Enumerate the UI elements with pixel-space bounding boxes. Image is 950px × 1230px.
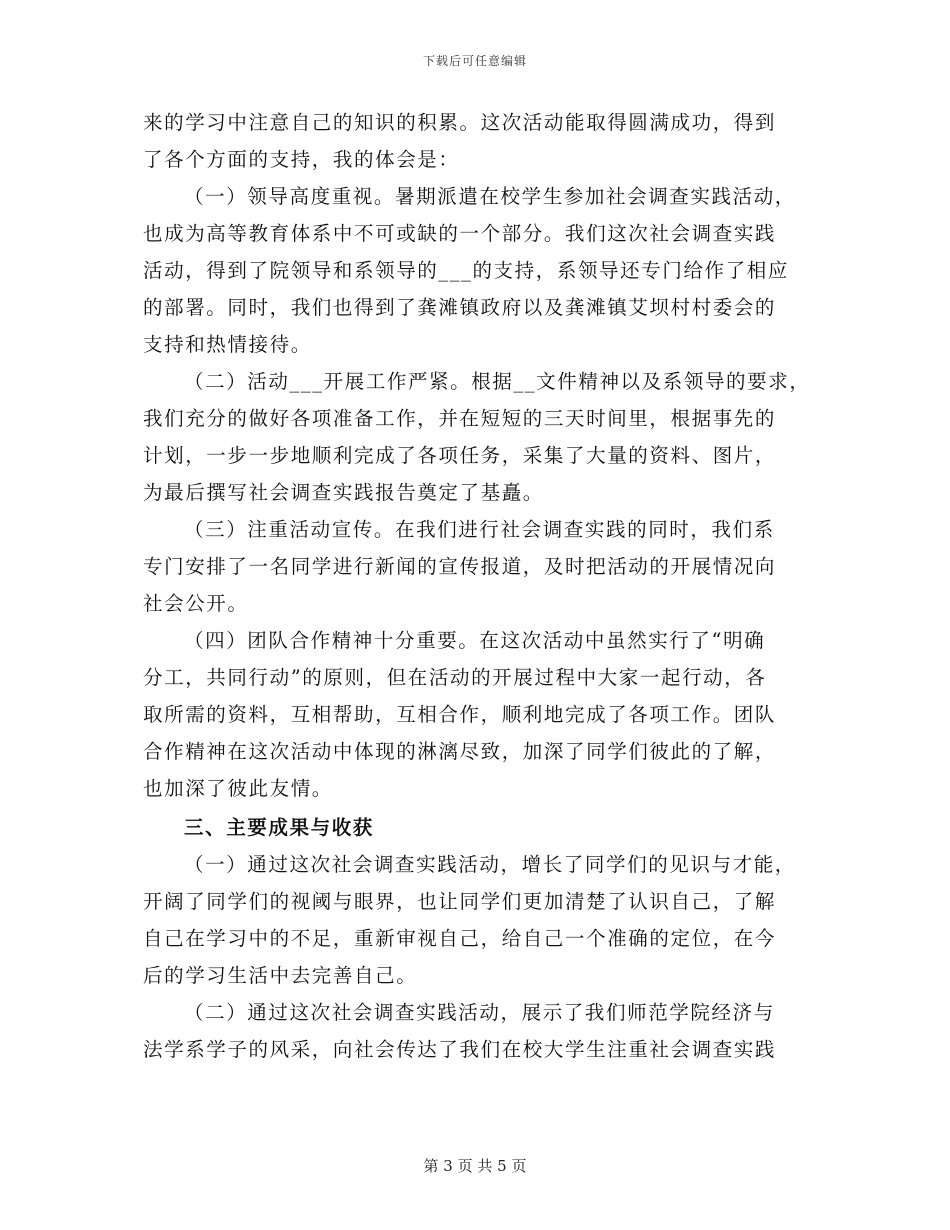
text-line: 支持和热情接待。: [143, 333, 312, 356]
text-line: 社会公开。: [143, 592, 249, 615]
paragraph-start-line: （二）活动___开展工作严紧。根据__文件精神以及系领导的要求，: [184, 370, 811, 393]
paragraph-start-line: （一）通过这次社会调查实践活动，增长了同学们的见识与才能，: [184, 853, 796, 876]
document-body: [143, 104, 823, 1068]
text-line: 为最后撰写社会调查实践报告奠定了基矗。: [143, 481, 544, 504]
paragraph-start-line: （四）团队合作精神十分重要。在这次活动中虽然实行了“明确: [184, 629, 766, 652]
text-line: 法学系学子的风采，向社会传达了我们在校大学生注重社会调查实践: [143, 1038, 777, 1061]
page-number-footer: 第 3 页 共 5 页: [423, 1157, 527, 1175]
text-line: 也加深了彼此友情。: [143, 777, 333, 800]
paragraph-start-line: （一）领导高度重视。暑期派遣在校学生参加社会调查实践活动，: [184, 185, 796, 208]
paragraph-start-line: （三）注重活动宣传。在我们进行社会调查实践的同时，我们系: [184, 518, 775, 541]
text-line: 来的学习中注意自己的知识的积累。这次活动能取得圆满成功，得到: [143, 111, 777, 134]
text-line: 分工，共同行动”的原则，但在活动的开展过程中大家一起行动，各: [143, 666, 767, 689]
page-header: 下载后可任意编辑: [422, 54, 527, 68]
text-line: 合作精神在这次活动中体现的淋漓尽致，加深了同学们彼此的了解，: [143, 740, 777, 763]
text-line: 我们充分的做好各项准备工作，并在短短的三天时间里，根据事先的: [143, 407, 777, 430]
text-line: 也成为高等教育体系中不可或缺的一个部分。我们这次社会调查实践: [143, 222, 777, 245]
text-line: 的部署。同时，我们也得到了龚滩镇政府以及龚滩镇艾坝村村委会的: [143, 296, 777, 319]
text-line: 后的学习生活中去完善自己。: [143, 964, 418, 987]
text-line: 专门安排了一名同学进行新闻的宣传报道，及时把活动的开展情况向: [143, 555, 777, 578]
section-heading: 三、主要成果与收获: [184, 816, 374, 839]
text-line: 计划，一步一步地顺利完成了各项任务，采集了大量的资料、图片，: [143, 444, 777, 467]
text-line: 开阔了同学们的视阈与眼界，也让同学们更加清楚了认识自己，了解: [143, 890, 777, 913]
paragraph-start-line: （二）通过这次社会调查实践活动，展示了我们师范学院经济与: [184, 1001, 775, 1024]
text-line: 了各个方面的支持，我的体会是：: [143, 148, 460, 171]
text-line: 取所需的资料，互相帮助，互相合作，顺利地完成了各项工作。团队: [143, 703, 777, 726]
text-line: 活动，得到了院领导和系领导的___的支持，系领导还专门给作了相应: [143, 259, 789, 282]
text-line: 自己在学习中的不足，重新审视自己，给自己一个准确的定位，在今: [143, 927, 777, 950]
